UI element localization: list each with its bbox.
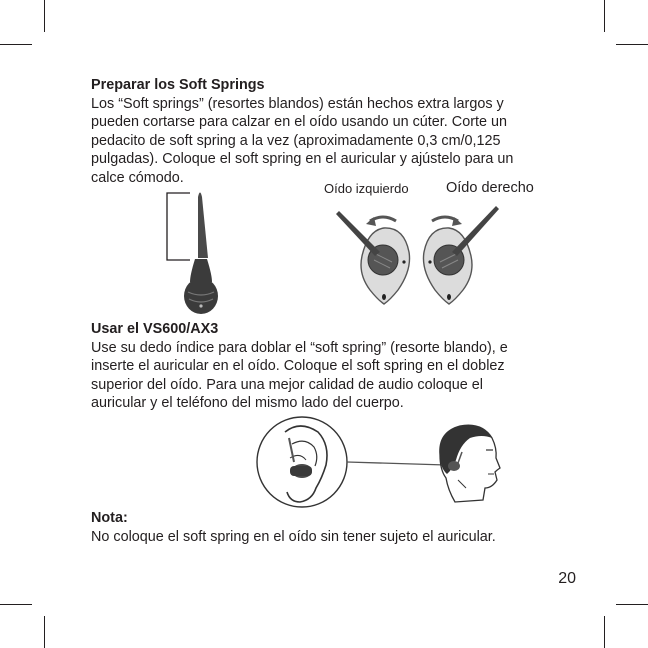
body-line: pedacito de soft spring a la vez (aproximadamente 0,3 cm/0,125: [91, 132, 501, 149]
left-ear-label: Oído izquierdo: [324, 181, 409, 196]
right-ear-headset: [423, 206, 499, 304]
section-heading: Preparar los Soft Springs: [91, 77, 265, 93]
body-line: inserte el auricular en el oído. Coloque el soft spring en el doblez: [91, 358, 505, 375]
section-usar: [91, 320, 561, 413]
body-line: Use su dedo índice para doblar el “soft spring” (resorte blando), e: [91, 339, 508, 356]
soft-spring-cut-illustration: [167, 193, 218, 315]
page-number: 20: [558, 570, 576, 587]
head-profile-illustration: [440, 425, 500, 502]
note-heading: Nota:: [91, 510, 128, 526]
body-line: pueden cortarse para calzar en el oído usando un cúter. Corte un: [91, 114, 507, 131]
ear-closeup-illustration: [257, 417, 446, 507]
note-text: No coloque el soft spring en el oído sin tener sujeto el auricular.: [91, 528, 496, 545]
body-line: auricular y el teléfono del mismo lado del cuerpo.: [91, 395, 404, 412]
right-ear-label: Oído derecho: [446, 180, 534, 196]
body-line: superior del oído. Para una mejor calidad de audio coloque el: [91, 376, 484, 393]
body-line: calce cómodo.: [91, 169, 184, 186]
body-line: Los “Soft springs” (resortes blandos) están hechos extra largos y: [91, 95, 504, 112]
section-heading: Usar el VS600/AX3: [91, 321, 219, 337]
note-section: [91, 509, 561, 546]
left-ear-headset: [336, 211, 410, 304]
body-line: pulgadas). Coloque el soft spring en el auricular y ajústelo para un: [91, 151, 514, 168]
